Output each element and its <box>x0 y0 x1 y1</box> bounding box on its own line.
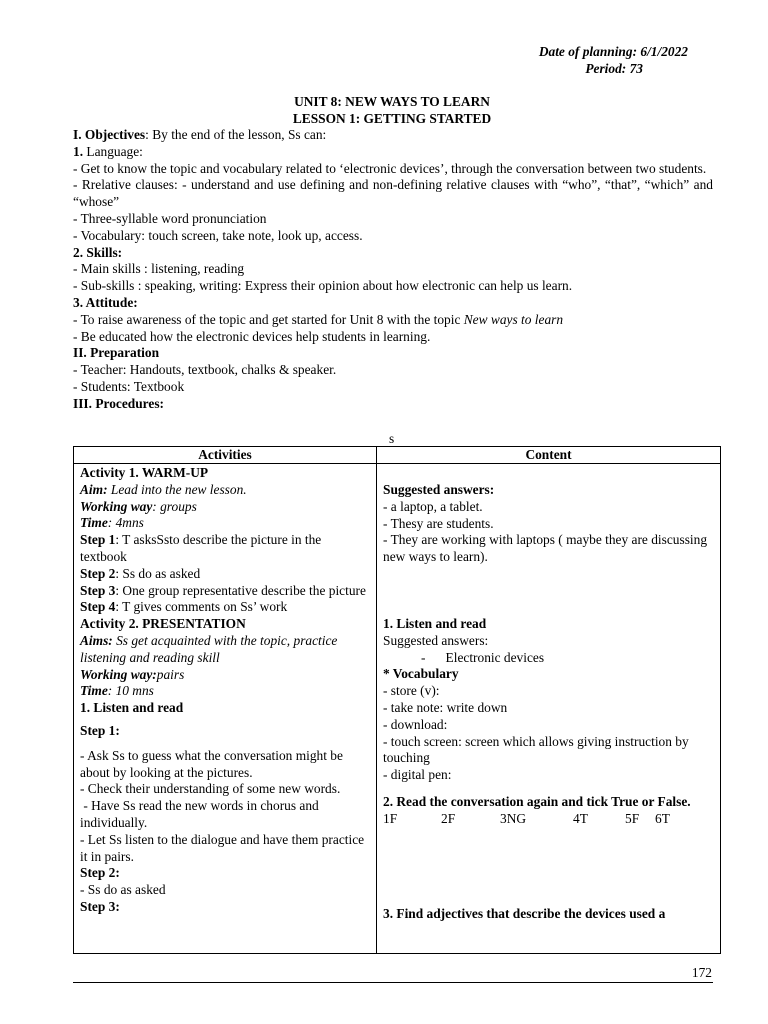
activity-2-working-way: Working way:pairs <box>80 666 185 682</box>
activity-1-aim: Aim: Lead into the new lesson. <box>80 481 247 497</box>
objectives-heading: I. Objectives: By the end of the lesson, Ss can: <box>73 127 327 142</box>
true-false-answers <box>383 811 714 828</box>
skills-item: - Main skills : listening, reading <box>73 261 245 277</box>
activity-2-item: - Ask Ss to guess what the conversation might be about by looking at the pictures. <box>80 747 343 780</box>
skills-heading: 2. Skills: <box>73 244 123 260</box>
period: Period: 73 <box>585 60 643 76</box>
procedures-heading: III. Procedures: <box>73 395 165 411</box>
tf-answer: 5F <box>625 810 640 826</box>
language-heading: 1. Language: <box>73 143 143 159</box>
activity-2-time: Time: 10 mns <box>80 683 154 699</box>
activity-2-step-1: Step 1: <box>80 722 120 738</box>
activity-1-step-1: Step 1: T asksSsto describe the picture in the textbook <box>80 532 322 564</box>
suggested-answer: - They are working with laptops ( maybe they are discussing new ways to learn). <box>383 532 708 565</box>
preparation-item: - Students: Textbook <box>73 378 185 394</box>
table-header-row <box>74 447 721 464</box>
language-item: - Vocabulary: touch screen, take note, look up, access. <box>73 227 363 243</box>
activity-2-step-3: Step 3: <box>80 898 120 914</box>
activities-cell <box>74 464 377 954</box>
vocabulary-item: - store (v): <box>383 683 440 699</box>
table-row <box>74 464 721 954</box>
activity-2-listen-read: 1. Listen and read <box>80 700 184 716</box>
listen-suggested-answers: Suggested answers: <box>383 632 489 648</box>
activity-1-title: Activity 1. WARM-UP <box>80 465 209 480</box>
language-item: - Get to know the topic and vocabulary related to ‘electronic devices’, through the conversation between two students. <box>73 160 707 176</box>
activity-2-step-2-item: - Ss do as asked <box>80 882 166 898</box>
vocabulary-heading: * Vocabulary <box>383 666 459 682</box>
tf-answer: 2F <box>441 810 456 826</box>
activity-2-aims: Aims: Ss get acquainted with the topic, practice listening and reading skill <box>80 632 338 665</box>
date-of-planning: Date of planning: 6/1/2022 <box>538 44 688 59</box>
footer-divider <box>73 982 713 983</box>
procedures-table <box>73 446 721 954</box>
activity-2-item: - Have Ss read the new words in chorus and individually. <box>80 798 323 830</box>
vocabulary-item: - download: <box>383 716 448 732</box>
suggested-answer: - Thesy are students. <box>383 515 494 531</box>
activity-2-item: - Let Ss listen to the dialogue and have them practice it in pairs. <box>80 831 365 864</box>
skills-item: - Sub-skills : speaking, writing: Express their opinion about how electronic can help us learn. <box>73 278 573 294</box>
vocabulary-item: - touch screen: screen which allows giving instruction by touching <box>383 733 689 766</box>
attitude-heading: 3. Attitude: <box>73 294 138 310</box>
page-number: 172 <box>691 965 712 980</box>
activity-1-working-way: Working way: groups <box>80 498 197 514</box>
stray-mark: s <box>389 431 395 446</box>
activity-1-step-4: Step 4: T gives comments on Ss’ work <box>80 599 288 615</box>
tf-answer: 1F <box>383 810 398 826</box>
suggested-answers-heading: Suggested answers: <box>383 482 495 497</box>
listen-answer-item: - Electronic devices <box>421 649 545 665</box>
tf-answer: 3NG <box>500 810 527 826</box>
preparation-heading: II. Preparation <box>73 345 160 361</box>
content-column-header: Content <box>377 447 721 464</box>
suggested-answer: - a laptop, a tablet. <box>383 498 483 514</box>
activities-column-header: Activities <box>74 447 377 464</box>
activity-1-step-2: Step 2: Ss do as asked <box>80 565 201 581</box>
content-cell <box>377 464 721 954</box>
tf-answer: 4T <box>573 810 588 826</box>
planning-header <box>539 44 688 77</box>
lesson-titles <box>0 94 768 127</box>
attitude-item: - Be educated how the electronic devices help students in learning. <box>73 328 431 344</box>
vocabulary-item: - take note: write down <box>383 699 508 715</box>
preparation-item: - Teacher: Handouts, textbook, chalks & speaker. <box>73 362 337 378</box>
activity-2-title: Activity 2. PRESENTATION <box>80 616 246 632</box>
find-adjectives-heading: 3. Find adjectives that describe the devices used a <box>383 905 666 921</box>
listen-read-heading: 1. Listen and read <box>383 615 487 631</box>
language-item: - Rrelative clauses: - understand and use defining and non-defining relative clauses with “who”, “that”, “which” and “whose” <box>73 177 713 210</box>
activity-2-step-2: Step 2: <box>80 865 120 881</box>
activity-2-item: - Check their understanding of some new words. <box>80 781 341 797</box>
vocabulary-item: - digital pen: <box>383 767 452 783</box>
activity-1-time: Time: 4mns <box>80 515 144 531</box>
unit-title: UNIT 8: NEW WAYS TO LEARN <box>294 94 490 109</box>
language-item: - Three-syllable word pronunciation <box>73 210 267 226</box>
lesson-body <box>73 127 713 413</box>
activity-1-step-3: Step 3: One group representative describe the picture <box>80 582 366 598</box>
tf-answer: 6T <box>655 810 670 826</box>
lesson-title: LESSON 1: GETTING STARTED <box>292 110 492 126</box>
attitude-item: - To raise awareness of the topic and get started for Unit 8 with the topic New ways to learn <box>73 311 564 327</box>
read-tick-heading: 2. Read the conversation again and tick True or False. <box>383 793 691 809</box>
